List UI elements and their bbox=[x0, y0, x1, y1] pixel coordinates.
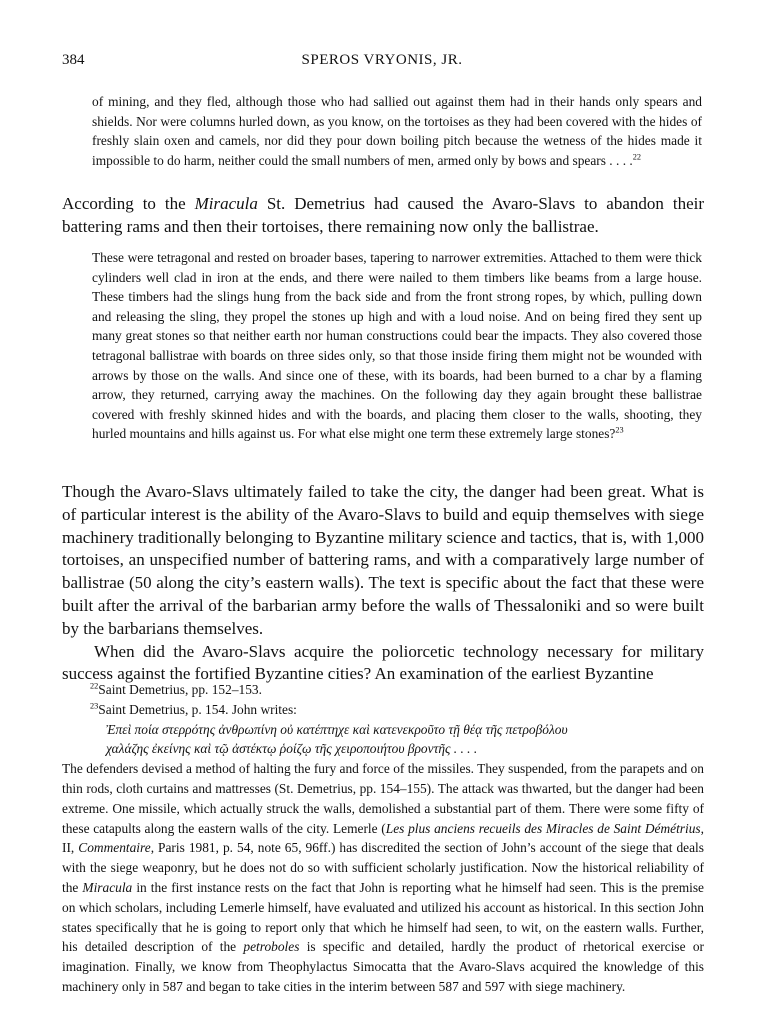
block-quote-2 bbox=[92, 248, 702, 444]
paragraph-1-italic: Miracula bbox=[194, 194, 258, 213]
note-ref-23: 23 bbox=[615, 425, 624, 435]
footnote-23-continuation bbox=[62, 759, 704, 997]
block-quote-1-text: of mining, and they fled, although those who had sallied out against them had in their hands only spears and shields. Nor were columns hurled down, as you know, on the tortoises as they had been covered with the hides of freshly slain oxen and camels, nor did they pour down boiling pitch because the wetness of the hides made it impossible to do harm, neither could the small numbers of men, armed only by bows and spears . . . . bbox=[92, 94, 702, 168]
page-header bbox=[62, 52, 702, 72]
greek-quote-line-2: χαλάζης ἐκείνης καὶ τῷ ἀστέκτῳ ῥοίζῳ τῆς χειροποιήτου βροντῆς . . . . bbox=[106, 741, 478, 757]
greek-quote-line-1: Ἐπεὶ ποία στερρότης ἀνθρωπίνη οὐ κατέπτηχε καὶ κατενεκροῦτο τῇ θέᾳ τῆς πετροβόλου bbox=[106, 721, 568, 737]
paragraph-1-text-a: According to the bbox=[62, 194, 195, 213]
fn-italic-petroboles: petroboles bbox=[243, 939, 300, 955]
paragraph-2-text: Though the Avaro-Slavs ultimately failed to take the city, the danger had been great. What is of particular interest is the ability of the Avaro-Slavs to build and equip themselves with siege machinery traditionally belonging to Byzantine military science and tactics, that is, with 1,000 tortoises, an unspecified number of battering rams, and with a comparatively large number of ballistrae (50 along the city’s eastern walls). The text is specific about the fact that these were built after the arrival of the barbarian army before the walls of Thessaloniki and so were built by the barbarians themselves. bbox=[62, 482, 704, 638]
page-number: 384 bbox=[62, 52, 85, 68]
fn-text-a: The defenders devised a method of halting the fury and force of the missiles. They suspended, from the parapets and on thin rods, cloth curtains and mattresses (St. Demetrius, pp. 154–155). The attack was thwarted, but the danger had been extreme. One missile, which actually struck the walls, demolished a substantial part of them. There were some fifty of these catapults along the eastern walls of the city. Lemerle ( bbox=[62, 761, 704, 836]
note-ref-22: 22 bbox=[632, 152, 642, 162]
fn-text-e: , Paris 1981, p. 54, note 65, 96ff.) has discredited the section of John’s account of the siege that deals with the siege weaponry, but he does not do so with sufficient scholarly justification. Now the historical reliability of the bbox=[62, 840, 704, 895]
footnote-22-text: Saint Demetrius, pp. 152–153. bbox=[98, 682, 262, 697]
fn-italic-miracula: Miracula bbox=[82, 879, 133, 895]
paragraph-3-text: When did the Avaro-Slavs acquire the poliorcetic technology necessary for military success against the fortified Byzantine cities? An examination of the earliest Byzantine bbox=[62, 641, 704, 684]
running-head: SPEROS VRYONIS, JR. bbox=[301, 52, 463, 68]
footnote-22 bbox=[62, 680, 704, 700]
fn-text-c: , II, bbox=[62, 820, 704, 856]
fn-text-i: is specific and detailed, hardly the product of rhetorical exercise or imagination. Finally, we know from Theophylactus Simocatta that the Avaro-Slavs acquired the knowledge of this machinery only in 587 and began to take cities in the interim between 587 and 597 with siege machinery. bbox=[62, 939, 704, 994]
block-quote-2-text: These were tetragonal and rested on broader bases, tapering to narrower extremities. Attached to them were thick cylinders well clad in iron at the ends, and there were nailed to them timbers like beams from a large house. These timbers had the slings hung from the back side and from the front strong ropes, by which, pulling down and releasing the sling, they propel the stones up high and with a loud noise. And on being fired they sent up many great stones so that neither earth nor human constructions could bear the impacts. They also covered those tetragonal ballistrae with boards on three sides only, so that those inside firing them might not be wounded with arrows by those on the walls. And since one of these, with its boards, had been burned to a char by a flaming arrow, they returned, carrying away the machines. On the following day they again brought these ballistrae covered with freshly skinned hides and with the boards, and placing them closer to the walls, shooting, they hurled mountains and hills against us. For what else might one term these extremely large stones? bbox=[92, 250, 702, 442]
block-quote-1 bbox=[92, 92, 702, 170]
paragraph-2 bbox=[62, 481, 704, 686]
fn-italic-commentaire: Commentaire bbox=[78, 840, 151, 856]
footnote-22-number: 22 bbox=[90, 681, 99, 691]
fn-text-g: in the first instance rests on the fact that John is reporting what he himself had seen. This is the premise on which scholars, including Lemerle himself, have evaluated and utilized his account as historical. In this section John states specifically that he is going to report only that which he himself had seen, to wit, on the eastern walls. Further, his detailed description of the bbox=[62, 879, 704, 955]
fn-italic-title: Les plus anciens recueils des Miracles de Saint Démétrius bbox=[385, 820, 701, 836]
paragraph-1-text-b: St. Demetrius had caused the Avaro-Slavs to abandon their battering rams and then their tortoises, there remaining now only the ballistrae. bbox=[62, 194, 705, 236]
footnote-23 bbox=[62, 700, 704, 720]
paragraph-1 bbox=[62, 193, 704, 239]
footnotes bbox=[62, 680, 704, 997]
footnote-23-text: Saint Demetrius, p. 154. John writes: bbox=[98, 701, 297, 717]
footnote-23-number: 23 bbox=[90, 701, 99, 711]
